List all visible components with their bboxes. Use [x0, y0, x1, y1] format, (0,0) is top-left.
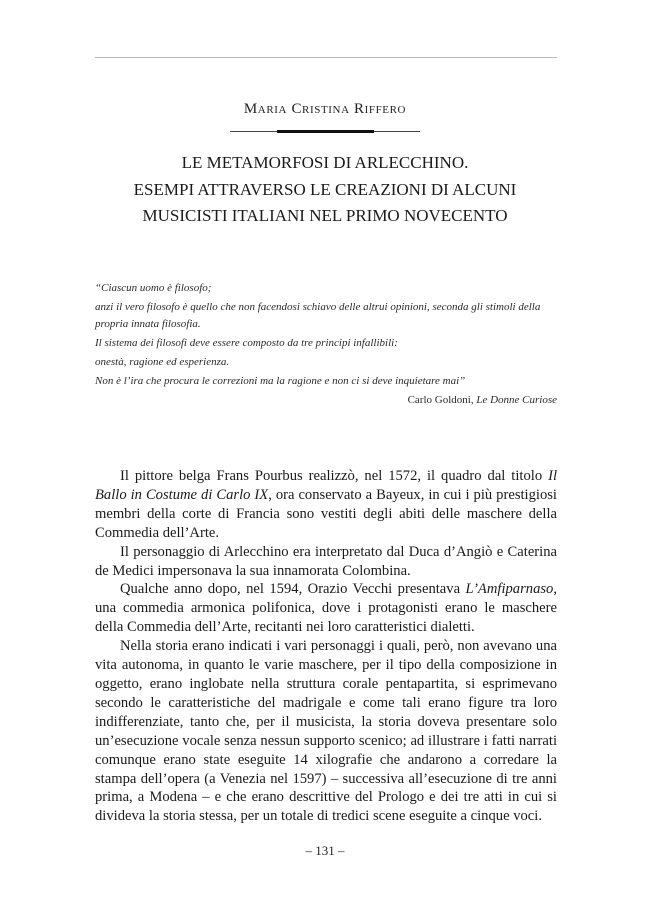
chapter-title — [0, 150, 650, 230]
paragraph-text: Il pittore belga Frans Pourbus realizzò, nel 1572, il quadro dal titolo — [120, 468, 549, 484]
epigraph-line: onestà, ragione ed esperienza. — [95, 356, 230, 368]
title-line-3: MUSICISTI ITALIANI NEL PRIMO NOVECENTO — [142, 206, 508, 225]
epigraph-line: “Ciascun uomo è filosofo; — [95, 282, 212, 294]
paragraph-text: Nella storia erano indicati i vari personaggi i quali, però, non avevano una vita autonoma, in quanto le varie maschere, per il tipo della composizione in oggetto, erano inglobate nella struttura corale pentapartita, si esprimevano secondo le caratteristiche del madrigale e come tali erano figure tra loro indifferenziate, tanto che, per il musicista, la storia doveva presentare solo un’esecuzione vocale senza nessun supporto scenico; ad illustrare i fatti narrati comunque erano state eseguite 14 xilografie che andarono a corredare la stampa dell’opera (a Venezia nel 1597) – successiva all’esecuzione di tre anni prima, a Modena – e che erano descrittive del Prologo e dei tre atti in cui si divideva la storia stessa, per un totale di tredici scene eseguite a cinque voci. — [95, 638, 557, 825]
paragraph-text: , una commedia armonica polifonica, dove i protagonisti erano le maschere della Commedia dell’Arte, recitanti nei loro caratteristici dialetti. — [95, 581, 557, 636]
epigraph-attribution — [95, 392, 557, 409]
title-divider-thick — [277, 130, 374, 133]
body-text — [95, 467, 557, 826]
title-line-1: LE METAMORFOSI DI ARLECCHINO. — [181, 153, 469, 172]
title-line-2: ESEMPI ATTRAVERSO LE CREAZIONI DI ALCUNI — [133, 179, 517, 199]
paragraph — [95, 637, 557, 826]
paragraph — [95, 467, 557, 543]
paragraph-text: Qualche anno dopo, nel 1594, Orazio Vecchi presentava — [120, 581, 466, 598]
epigraph-line: Non è l’ira che procura le correzioni ma la ragione e non ci si deve inquietare mai” — [95, 375, 466, 387]
epigraph-line: anzi il vero filosofo è quello che non facendosi schiavo delle altrui opinioni, seconda gli stimoli della propria innata filosofia. — [95, 301, 541, 330]
attribution-work: Le Donne Curiose — [476, 394, 557, 406]
epigraph-line: Il sistema dei filosofi deve essere composto da tre principi infallibili: — [95, 337, 398, 349]
author-name: Maria Cristina Riffero — [243, 101, 407, 117]
paragraph-text: Il personaggio di Arlecchino era interpretato dal Duca d’Angiò e Caterina de Medici impersonava la sua innamorata Colombina. — [95, 543, 557, 579]
paragraph — [95, 580, 557, 637]
epigraph — [95, 280, 557, 411]
page-number: – 131 – — [305, 843, 345, 858]
paragraph — [95, 543, 557, 581]
attribution-author: Carlo Goldoni, — [407, 394, 477, 406]
paragraph-italic: L’Amfiparnaso — [465, 581, 554, 598]
paragraph-italic: Il Ballo in Costume di Carlo IX — [95, 468, 557, 503]
header-rule — [95, 57, 557, 58]
paragraph-text: , ora conservato a Bayeux, in cui i più prestigiosi membri della corte di Francia sono vestiti degli abiti delle maschere della Commedia dell’Arte. — [95, 486, 557, 541]
